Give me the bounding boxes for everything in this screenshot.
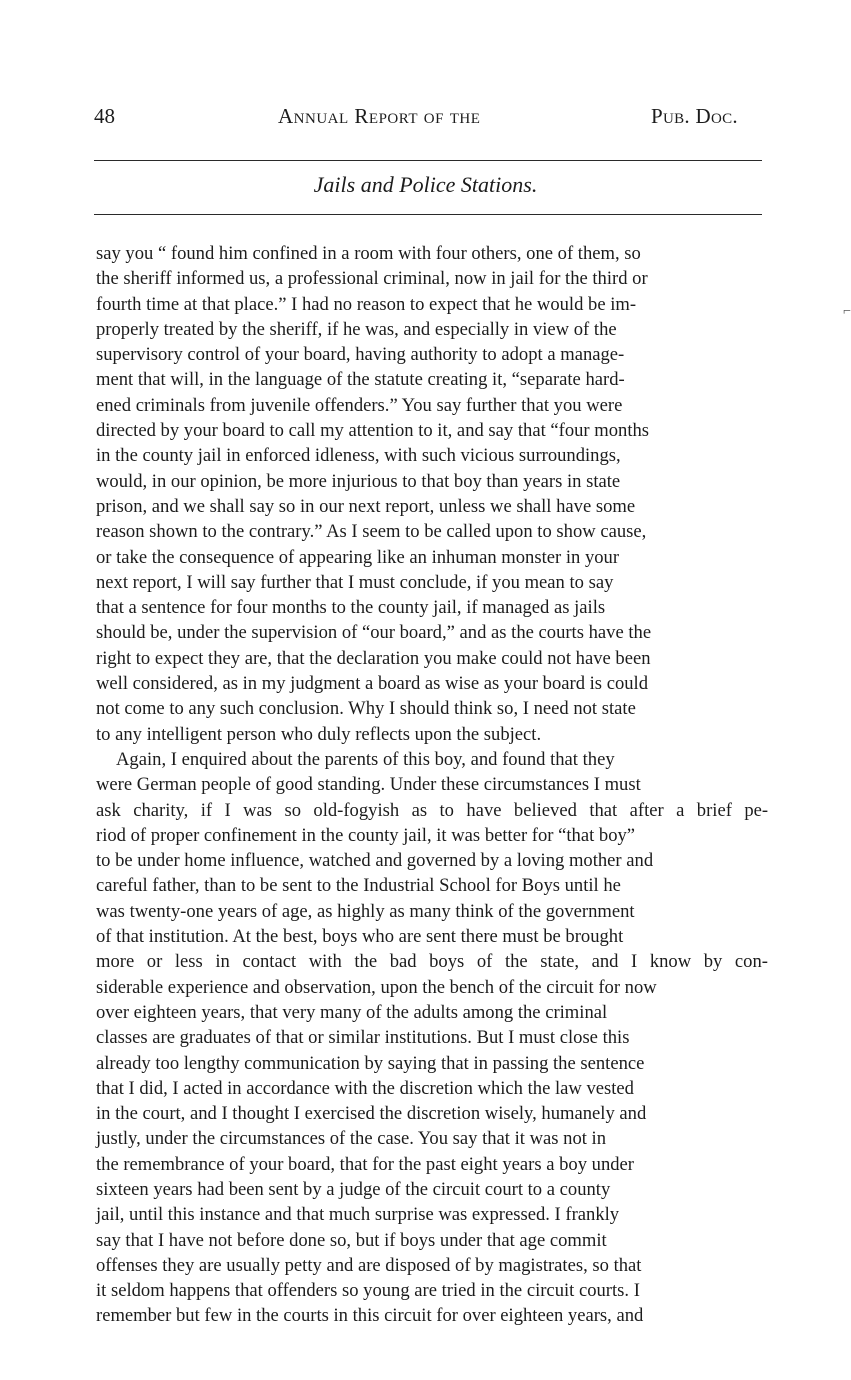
text-line: reason shown to the contrary.” As I seem to be called upon to show cause, bbox=[96, 521, 647, 543]
text-line: well considered, as in my judgment a board as wise as your board is could bbox=[96, 673, 649, 695]
text-line: Again, I enquired about the parents of this boy, and found that they bbox=[116, 748, 615, 770]
margin-mark: ⌐ bbox=[843, 304, 851, 319]
text-line: say you “ found him confined in a room with four others, one of them, so bbox=[96, 243, 641, 264]
text-line: riod of proper confinement in the county jail, it was better for “that boy” bbox=[96, 824, 636, 846]
text-line: to any intelligent person who duly reflects upon the subject. bbox=[96, 723, 542, 745]
text-line: over eighteen years, that very many of the adults among the criminal bbox=[96, 1001, 608, 1023]
text-line: ment that will, in the language of the statute creating it, “separate hard- bbox=[96, 369, 625, 391]
text-line: ened criminals from juvenile offenders.” You say further that you were bbox=[96, 394, 623, 416]
text-line: right to expect they are, that the declaration you make could not have been bbox=[96, 647, 651, 669]
text-line: it seldom happens that offenders so young are tried in the circuit courts. I bbox=[96, 1280, 640, 1302]
page-number: 48 bbox=[94, 104, 115, 128]
text-line: in the county jail in enforced idleness, with such vicious surroundings, bbox=[96, 445, 621, 467]
text-line: offenses they are usually petty and are disposed of by magistrates, so that bbox=[96, 1254, 642, 1276]
text-line: the sheriff informed us, a professional criminal, now in jail for the third or bbox=[96, 268, 648, 290]
text-line: the remembrance of your board, that for the past eight years a boy under bbox=[96, 1153, 634, 1175]
running-title: Annual Report of the bbox=[278, 104, 481, 128]
body-text bbox=[96, 241, 768, 1329]
text-line: to be under home influence, watched and governed by a loving mother and bbox=[96, 850, 654, 872]
text-line: was twenty-one years of age, as highly as many think of the government bbox=[96, 900, 635, 922]
text-line: ask charity, if I was so old-fogyish as to have believed that after a brief pe- bbox=[96, 799, 769, 821]
text-line: properly treated by the sheriff, if he was, and especially in view of the bbox=[96, 318, 617, 340]
text-line: siderable experience and observation, upon the bench of the circuit for now bbox=[96, 976, 657, 998]
text-line: fourth time at that place.” I had no reason to expect that he would be im- bbox=[96, 293, 637, 315]
text-line: sixteen years had been sent by a judge of the circuit court to a county bbox=[96, 1178, 611, 1200]
header-rule-top bbox=[94, 160, 762, 161]
header-rule-bottom bbox=[94, 214, 762, 215]
text-line: justly, under the circumstances of the case. You say that it was not in bbox=[96, 1128, 607, 1150]
page-header bbox=[0, 104, 851, 138]
text-line: in the court, and I thought I exercised the discretion wisely, humanely and bbox=[96, 1103, 647, 1125]
text-line: already too lengthy communication by saying that in passing the sentence bbox=[96, 1052, 645, 1074]
section-heading: Jails and Police Stations. bbox=[313, 172, 538, 197]
text-line: supervisory control of your board, having authority to adopt a manage- bbox=[96, 344, 625, 366]
text-line: more or less in contact with the bad boys of the state, and I know by con- bbox=[96, 951, 768, 973]
text-line: would, in our opinion, be more injurious to that boy than years in state bbox=[96, 470, 621, 492]
text-line: directed by your board to call my attention to it, and say that “four months bbox=[96, 420, 650, 442]
text-line: jail, until this instance and that much surprise was expressed. I frankly bbox=[96, 1204, 620, 1226]
text-line: remember but few in the courts in this circuit for over eighteen years, and bbox=[96, 1305, 644, 1327]
text-line: that I did, I acted in accordance with the discretion which the law vested bbox=[96, 1077, 634, 1099]
text-line: classes are graduates of that or similar institutions. But I must close this bbox=[96, 1027, 630, 1049]
text-line: or take the consequence of appearing like an inhuman monster in your bbox=[96, 546, 620, 568]
text-line: next report, I will say further that I must conclude, if you mean to say bbox=[96, 571, 614, 593]
text-line: were German people of good standing. Under these circumstances I must bbox=[96, 774, 641, 796]
text-line: prison, and we shall say so in our next report, unless we shall have some bbox=[96, 495, 636, 517]
text-line: not come to any such conclusion. Why I should think so, I need not state bbox=[96, 698, 636, 720]
text-line: careful father, than to be sent to the Industrial School for Boys until he bbox=[96, 875, 621, 897]
text-line: should be, under the supervision of “our board,” and as the courts have the bbox=[96, 622, 652, 644]
text-line: say that I have not before done so, but if boys under that age commit bbox=[96, 1229, 607, 1251]
text-line: of that institution. At the best, boys who are sent there must be brought bbox=[96, 926, 624, 948]
document-label: Pub. Doc. bbox=[651, 104, 738, 128]
text-line: that a sentence for four months to the county jail, if managed as jails bbox=[96, 597, 606, 619]
